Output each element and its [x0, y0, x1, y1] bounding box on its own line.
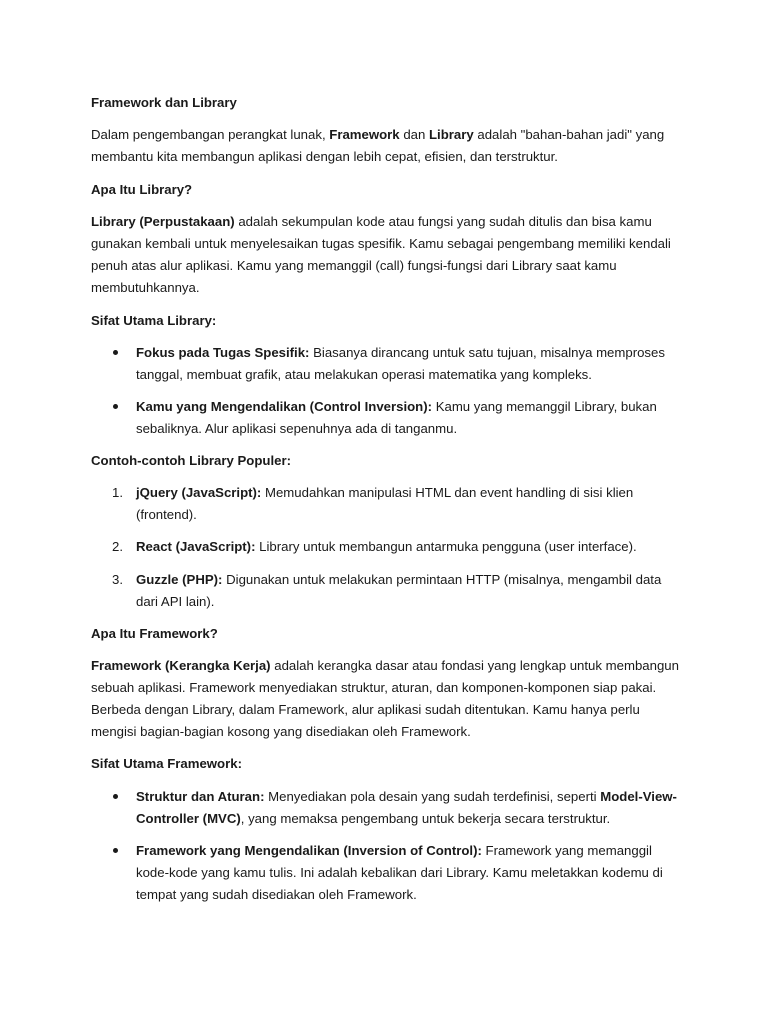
list-item: Kamu yang Mengendalikan (Control Inversion): Kamu yang memanggil Library, bukan sebaliknya. Alur aplikasi sepenuhnya ada di tanganmu.	[136, 399, 657, 436]
list-item: jQuery (JavaScript): Memudahkan manipulasi HTML dan event handling di sisi klien (frontend).	[136, 485, 634, 522]
examples-heading: Contoh-contoh Library Populer:	[91, 453, 291, 468]
list-item: Struktur dan Aturan: Menyediakan pola desain yang sudah terdefinisi, seperti Model-View-Controller (MVC), yang memaksa pengembang untuk bekerja secara terstruktur.	[136, 789, 677, 826]
list-number: 1.	[112, 485, 123, 500]
framework-definition: Framework (Kerangka Kerja) adalah kerangka dasar atau fondasi yang lengkap untuk membangun sebuah aplikasi. Framework menyediakan struktur, aturan, dan komponen-komponen siap pakai. Berbeda dengan Library, dalam Framework, alur aplikasi sudah ditentukan. Kamu hanya perlu mengisi bagian-bagian kosong yang disediakan oleh Framework.	[91, 658, 679, 739]
library-traits-heading: Sifat Utama Library:	[91, 313, 217, 328]
library-heading: Apa Itu Library?	[91, 182, 193, 197]
bullet-marker	[112, 396, 120, 404]
list-item: Fokus pada Tugas Spesifik: Biasanya dirancang untuk satu tujuan, misalnya memproses tanggal, membuat grafik, atau melakukan operasi matematika yang kompleks.	[136, 345, 665, 382]
list-item: Framework yang Mengendalikan (Inversion of Control): Framework yang memanggil kode-kode yang kamu tulis. Ini adalah kebalikan dari Library. Kamu meletakkan kodemu di tempat yang sudah disediakan oleh Framework.	[136, 843, 663, 902]
framework-heading: Apa Itu Framework?	[91, 626, 218, 641]
bullet-marker	[112, 342, 120, 350]
list-item: React (JavaScript): Library untuk membangun antarmuka pengguna (user interface).	[136, 539, 637, 554]
list-number: 3.	[112, 572, 123, 587]
bullet-marker	[112, 840, 120, 848]
list-number: 2.	[112, 539, 123, 554]
document-title: Framework dan Library	[91, 95, 237, 110]
bullet-marker	[112, 786, 120, 794]
library-definition: Library (Perpustakaan) adalah sekumpulan kode atau fungsi yang sudah ditulis dan bisa kamu gunakan kembali untuk menyelesaikan tugas spesifik. Kamu sebagai pengembang memiliki kendali penuh atas alur aplikasi. Kamu yang memanggil (call) fungsi-fungsi dari Library saat kamu membutuhkannya.	[91, 214, 671, 295]
framework-traits-heading: Sifat Utama Framework:	[91, 756, 242, 771]
intro-paragraph: Dalam pengembangan perangkat lunak, Framework dan Library adalah "bahan-bahan jadi" yang membantu kita membangun aplikasi dengan lebih cepat, efisien, dan terstruktur.	[91, 127, 665, 164]
list-item: Guzzle (PHP): Digunakan untuk melakukan permintaan HTTP (misalnya, mengambil data dari API lain).	[136, 572, 662, 609]
